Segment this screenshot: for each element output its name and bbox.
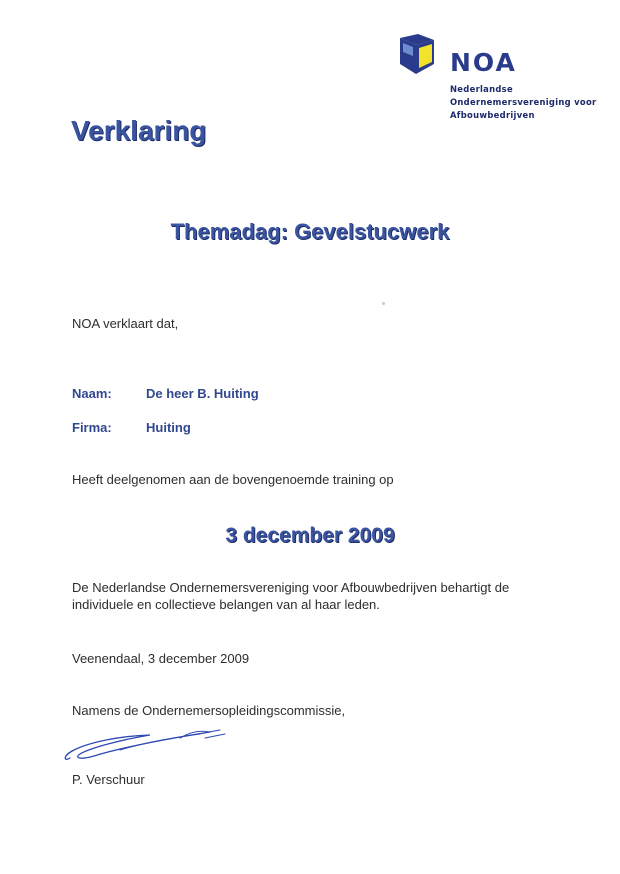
page-title: Verklaring bbox=[71, 115, 207, 146]
place-date: Veenendaal, 3 december 2009 bbox=[72, 651, 250, 666]
training-date: 3 december 2009 bbox=[225, 524, 395, 547]
name-value: De heer B. Huiting bbox=[146, 386, 259, 401]
signatory-name: P. Verschuur bbox=[72, 772, 145, 787]
noa-logo-icon bbox=[398, 34, 436, 76]
logo-subtitle bbox=[450, 83, 596, 122]
on-behalf-text: Namens de Ondernemersopleidingscommissie, bbox=[72, 703, 346, 718]
scan-speck bbox=[382, 302, 385, 305]
association-statement: De Nederlandse Ondernemersvereniging voor Afbouwbedrijven behartigt de individuele en collectieve belangen van al haar leden. bbox=[72, 580, 510, 612]
name-label: Naam: bbox=[72, 386, 112, 401]
event-title: Themadag: Gevelstucwerk bbox=[170, 219, 450, 244]
logo-subtitle-line: Ondernemersvereniging voor bbox=[450, 97, 597, 107]
company-label: Firma: bbox=[72, 420, 112, 435]
intro-text: NOA verklaart dat, bbox=[72, 316, 179, 331]
signature-scribble bbox=[60, 726, 230, 766]
logo-subtitle-line: Afbouwbedrijven bbox=[450, 110, 535, 120]
logo-name: NOA bbox=[450, 48, 517, 77]
company-value: Huiting bbox=[146, 420, 191, 435]
logo-subtitle-line: Nederlandse bbox=[450, 84, 513, 94]
participation-text: Heeft deelgenomen aan de bovengenoemde training op bbox=[72, 472, 394, 487]
